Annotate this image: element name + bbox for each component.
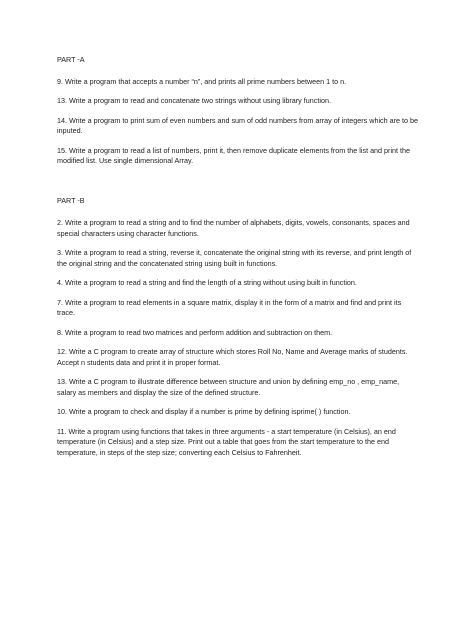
part-a-question-9: 9. Write a program that accepts a number “n”, and prints all prime numbers between 1 to n.	[57, 76, 347, 86]
document-content	[57, 55, 419, 467]
part-b-question-8: 8. Write a program to read two matrices and perform addition and subtraction on them.	[57, 327, 333, 337]
part-b-question-11: 11. Write a program using functions that takes in three arguments - a start temperature (in Celsius), an end temperature (in Celsius) and a step size. Print out a table that goes from the start temperature to the end temperature, in steps of the step size; converting each Celsius to Fahrenheit.	[57, 426, 396, 457]
part-b-title: PART -B	[57, 195, 85, 205]
part-b-question-10: 10. Write a program to check and display if a number is prime by defining isprime( ) function.	[57, 407, 351, 416]
part-b-question-3: 3. Write a program to read a string, reverse it, concatenate the original string with its reverse, and print length of the original string and the concatenated string using built in functions.	[57, 248, 412, 268]
part-a-question-14: 14. Write a program to print sum of even numbers and sum of odd numbers from array of integers which are to be inputed.	[57, 115, 419, 135]
part-a-title: PART -A	[57, 55, 85, 64]
part-b-question-13: 13. Write a C program to illustrate difference between structure and union by defining emp_no , emp_name, salary as members and display the size of the defined structure.	[57, 377, 400, 397]
part-b-question-4: 4. Write a program to read a string and find the length of a string without using built in function.	[57, 278, 357, 287]
part-a-question-13: 13. Write a program to read and concatenate two strings without using library function.	[57, 96, 331, 105]
part-b-question-12: 12. Write a C program to create array of structure which stores Roll No, Name and Average marks of students. Accept n students data and print it in proper format.	[57, 347, 408, 367]
section-spacer	[57, 176, 419, 196]
part-b-question-7: 7. Write a program to read elements in a square matrix, display it in the form of a matrix and find and print its trace.	[57, 297, 402, 317]
part-a-question-15: 15. Write a program to read a list of numbers, print it, then remove duplicate elements from the list and print the modified list. Use single dimensional Array.	[57, 145, 411, 165]
part-b-question-2: 2. Write a program to read a string and to find the number of alphabets, digits, vowels, consonants, spaces and special characters using character functions.	[57, 218, 410, 238]
